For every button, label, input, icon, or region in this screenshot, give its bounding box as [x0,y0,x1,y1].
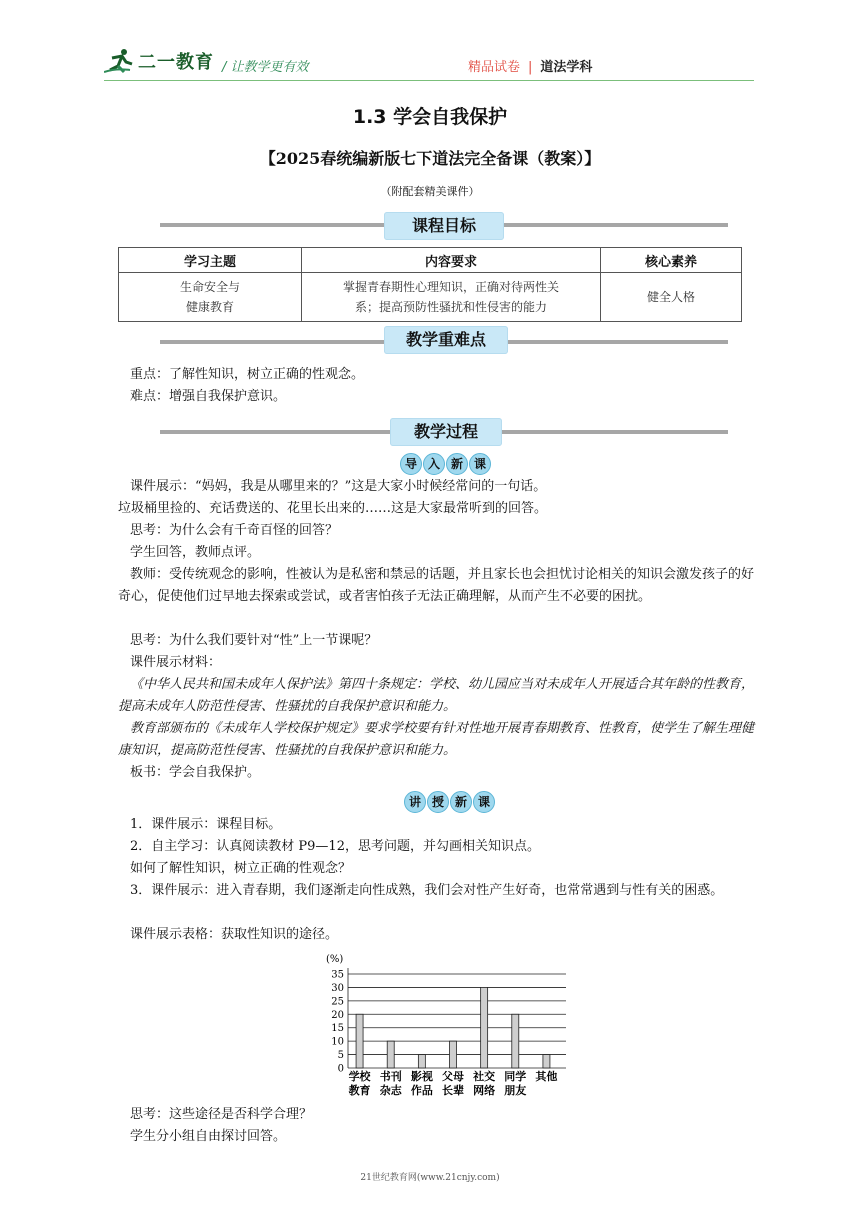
x-tick-label: 影视 [410,1070,433,1083]
footer-text: 21世纪教育网(www.21cnjy.com) [360,1173,500,1183]
y-tick-label: 15 [331,1023,344,1035]
y-tick-label: 25 [331,996,344,1008]
paragraph: 课件展示表格：获取性知识的途径。 [130,927,339,942]
y-axis-label: (%) [326,954,344,965]
paragraph: 教师：受传统观念的影响，性被认为是私密和禁忌的话题，并且家长也会担忧讨论相关的知识会激发孩子的好奇心，促使他们过早地去探索或尝试，或者害怕孩子无法正确理解，从而产生不必要的困扰。 [118,567,755,604]
badge-intro: 导 入 新 课 [400,453,492,475]
bar [356,1014,363,1068]
paragraph: 如何了解性知识，树立正确的性观念？ [130,861,352,876]
slogan: / 让教学更有效 [222,60,309,75]
badge-teach: 讲 授 新 课 [404,791,496,813]
x-tick-label: 作品 [410,1084,433,1097]
key-focus: 重点：了解性知识，树立正确的性观念。 [130,367,365,382]
runner-logo-icon [104,48,134,74]
x-tick-label: 朋友 [504,1084,527,1097]
paragraph: 板书：学会自我保护。 [130,765,261,780]
bar [450,1041,457,1068]
y-tick-label: 5 [337,1050,344,1062]
y-tick-label: 30 [331,982,344,994]
table-cell: 健全人格 [601,273,742,322]
y-tick-label: 10 [331,1036,344,1048]
bar-chart [320,950,580,1100]
paragraph: 2．自主学习：认真阅读教材 P9—12，思考问题，并勾画相关知识点。 [130,839,540,854]
header-divider [104,80,754,81]
paragraph: 1．课件展示：课程目标。 [130,817,282,832]
header-separator: | [528,60,533,75]
section-title-goals: 课程目标 [384,212,504,240]
bar [387,1041,394,1068]
page-title: 1.3 学会自我保护 [352,106,508,128]
bar [418,1055,425,1068]
x-tick-label: 长辈 [442,1084,464,1097]
paragraph: 3．课件展示：进入青春期，我们逐渐走向性成熟，我们会对性产生好奇，也常常遇到与性有关的困惑。 [130,883,724,898]
x-tick-label: 其他 [535,1070,558,1083]
bar [543,1055,550,1068]
y-tick-label: 20 [331,1009,344,1021]
x-tick-label: 书刊 [379,1070,402,1083]
courseware-note: （附配套精美课件） [380,185,480,198]
paragraph: 思考：为什么我们要针对“性”上一节课呢？ [130,633,378,648]
table-header: 内容要求 [302,248,601,273]
bar [481,987,488,1068]
table-cell: 生命安全与 健康教育 [119,273,302,322]
table-header: 学习主题 [119,248,302,273]
bar [512,1014,519,1068]
x-tick-label: 网络 [473,1084,496,1097]
section-rule-right [502,430,728,434]
x-tick-label: 教育 [348,1084,371,1097]
section-rule-left [160,223,390,227]
page-subtitle: 【2025春统编新版七下道法完全备课（教案）】 [259,149,601,168]
paragraph: 学生分小组自由探讨回答。 [130,1129,287,1144]
quote-paragraph: 教育部颁布的《未成年人学校保护规定》要求学校要有针对性地开展青春期教育、性教育，使学生了解生理健康知识，提高防范性侵害、性骚扰的自我保护意识和能力。 [118,721,755,758]
key-difficulty: 难点：增强自我保护意识。 [130,389,287,404]
header-tags [468,56,592,75]
logo-text: 二一教育 [138,52,214,73]
paragraph: 课件展示材料： [130,655,222,670]
paragraph: 思考：这些途径是否科学合理？ [130,1107,313,1122]
section-rule-right [508,340,728,344]
section-rule-left [160,340,384,344]
y-tick-label: 0 [337,1063,344,1075]
section-title-process: 教学过程 [390,418,502,446]
quote-paragraph: 《中华人民共和国未成年人保护法》第四十条规定：学校、幼儿园应当对未成年人开展适合其年龄的性教育，提高未成年人防范性侵害、性骚扰的自我保护意识和能力。 [118,677,755,714]
section-title-keypoints: 教学重难点 [384,326,508,354]
section-rule-left [160,430,390,434]
paragraph: 思考：为什么会有千奇百怪的回答？ [130,523,339,538]
tag-subject: 道法学科 [540,60,593,75]
x-tick-label: 学校 [348,1070,371,1083]
y-tick-label: 35 [331,969,344,981]
goals-table [118,247,742,322]
brand-logo [104,48,214,74]
table-cell: 掌握青春期性心理知识，正确对待两性关 系；提高预防性骚扰和性侵害的能力 [302,273,601,322]
x-tick-label: 社交 [473,1070,496,1083]
x-tick-label: 父母 [442,1070,464,1083]
paragraph: 垃圾桶里捡的、充话费送的、花里长出来的……这是大家最常听到的回答。 [118,501,548,516]
table-header: 核心素养 [601,248,742,273]
tag-premium: 精品试卷 [468,60,521,75]
paragraph: 学生回答，教师点评。 [130,545,261,560]
section-rule-right [502,223,728,227]
x-tick-label: 杂志 [379,1084,402,1097]
paragraph: 课件展示：“妈妈，我是从哪里来的？”这是大家小时候经常问的一句话。 [130,479,547,494]
table-row [119,273,742,322]
x-tick-label: 同学 [504,1070,527,1083]
